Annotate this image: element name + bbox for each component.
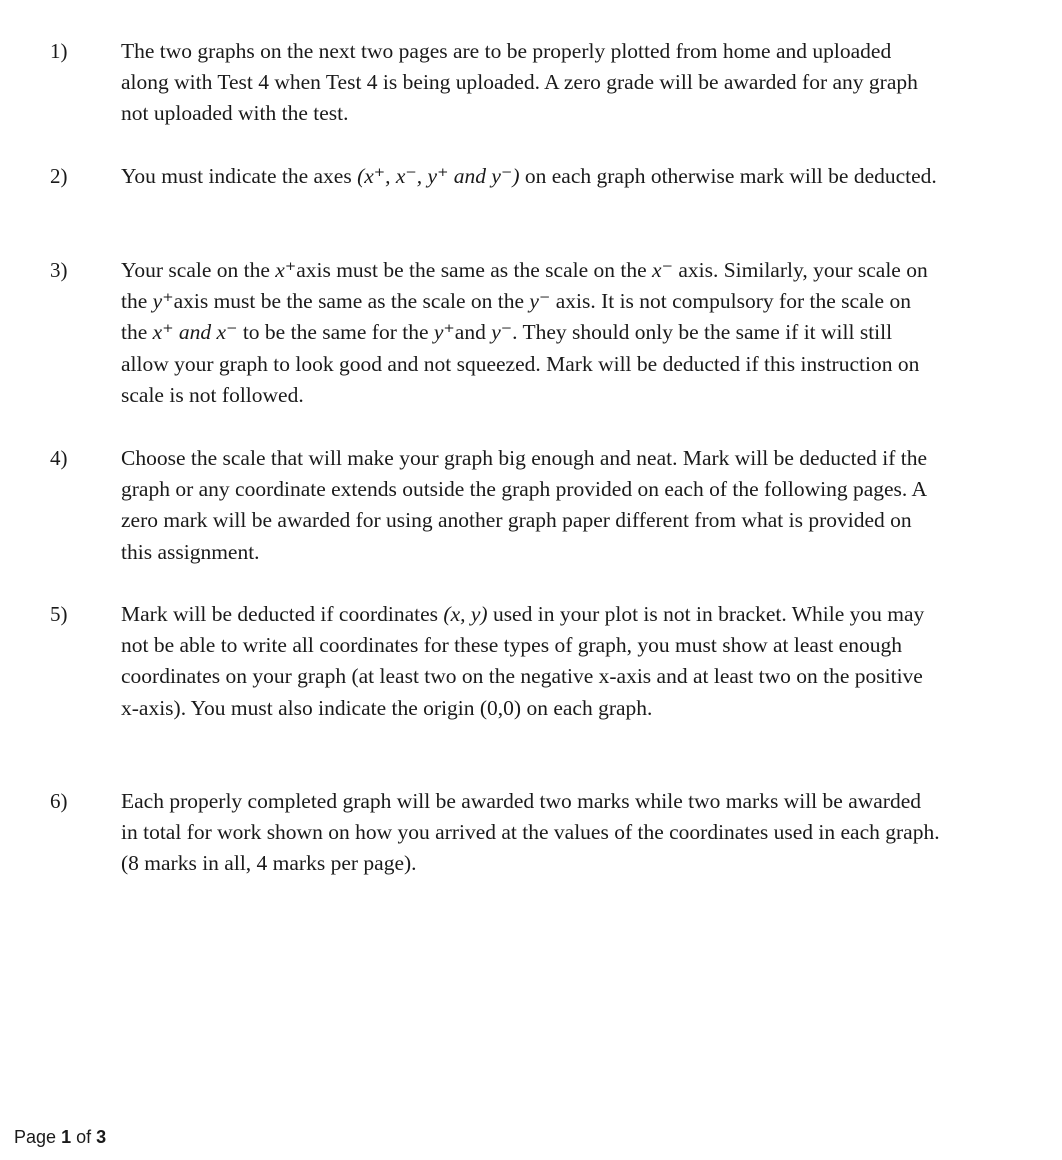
text-segment: You must indicate the axes bbox=[121, 164, 358, 188]
instruction-text bbox=[121, 599, 941, 724]
math-y-minus: y⁻ bbox=[529, 289, 551, 314]
instruction-text bbox=[121, 161, 941, 192]
math-y-plus: y⁺ bbox=[433, 320, 455, 345]
text-segment: used in your plot is not in bracket. While you may not be able to write all coordinates for these types of graph, you must show at least enough coordinates on your graph (at least two on the negative x-axis and at least two on the positive x-axis). You must also indicate the origin (0,0) on each graph. bbox=[121, 602, 925, 720]
instruction-number: 6) bbox=[50, 789, 68, 813]
text-segment: axis must be the same as the scale on the bbox=[296, 258, 653, 282]
math-x-plus: x⁺ bbox=[275, 258, 297, 282]
instruction-number: 3) bbox=[50, 258, 68, 282]
text-segment: to be the same for the bbox=[237, 320, 434, 345]
math-x-minus: x⁻ bbox=[652, 258, 673, 282]
text-segment: axis. Similarly, your scale on the bbox=[121, 258, 928, 314]
text-segment: on each graph otherwise mark will be deducted. bbox=[519, 164, 937, 188]
text-segment: Your scale on the bbox=[121, 258, 276, 282]
text-segment: Mark will be deducted if coordinates bbox=[121, 602, 444, 626]
math-y-plus: y⁺ bbox=[152, 289, 174, 314]
text-segment: . They should only be the same if it will still allow your graph to look good and not squeezed. Mark will be deducted if this instruction on scale is not followed. bbox=[121, 320, 920, 407]
instruction-number: 2) bbox=[50, 164, 68, 188]
math-xy: (x, y) bbox=[443, 602, 488, 626]
instruction-text: Choose the scale that will make your graph big enough and neat. Mark will be deducted if the graph or any coordinate extends outside the graph provided on each of the following pages. A zero mark will be awarded for using another graph paper different from what is provided on this assignment. bbox=[121, 446, 928, 564]
instruction-text: The two graphs on the next two pages are to be properly plotted from home and uploaded along with Test 4 when Test 4 is being uploaded. A zero grade will be awarded for any graph not uploaded with the test. bbox=[121, 39, 918, 126]
page-label: Page bbox=[14, 1127, 57, 1147]
instruction-text: Each properly completed graph will be awarded two marks while two marks will be awarded in total for work shown on how you arrived at the values of the coordinates used in each graph. (8 marks in all, 4 marks per page). bbox=[121, 789, 940, 876]
current-page-number: 1 bbox=[61, 1127, 72, 1147]
text-segment: and bbox=[454, 320, 492, 345]
math-y-minus: y⁻ bbox=[491, 320, 513, 345]
total-pages-number: 3 bbox=[96, 1127, 107, 1147]
of-label: of bbox=[76, 1127, 92, 1147]
text-segment: axis. It is not compulsory for the scale on the bbox=[121, 289, 911, 345]
instruction-text bbox=[121, 255, 941, 411]
math-x-pair: x⁺ and x⁻ bbox=[152, 320, 238, 345]
math-axes: (x⁺, x⁻, y⁺ and y⁻) bbox=[357, 164, 520, 188]
instruction-number: 4) bbox=[50, 446, 68, 470]
page-footer bbox=[14, 1125, 106, 1149]
text-segment: axis must be the same as the scale on the bbox=[173, 289, 530, 314]
instruction-number: 5) bbox=[50, 602, 68, 626]
instruction-number: 1) bbox=[50, 39, 68, 63]
